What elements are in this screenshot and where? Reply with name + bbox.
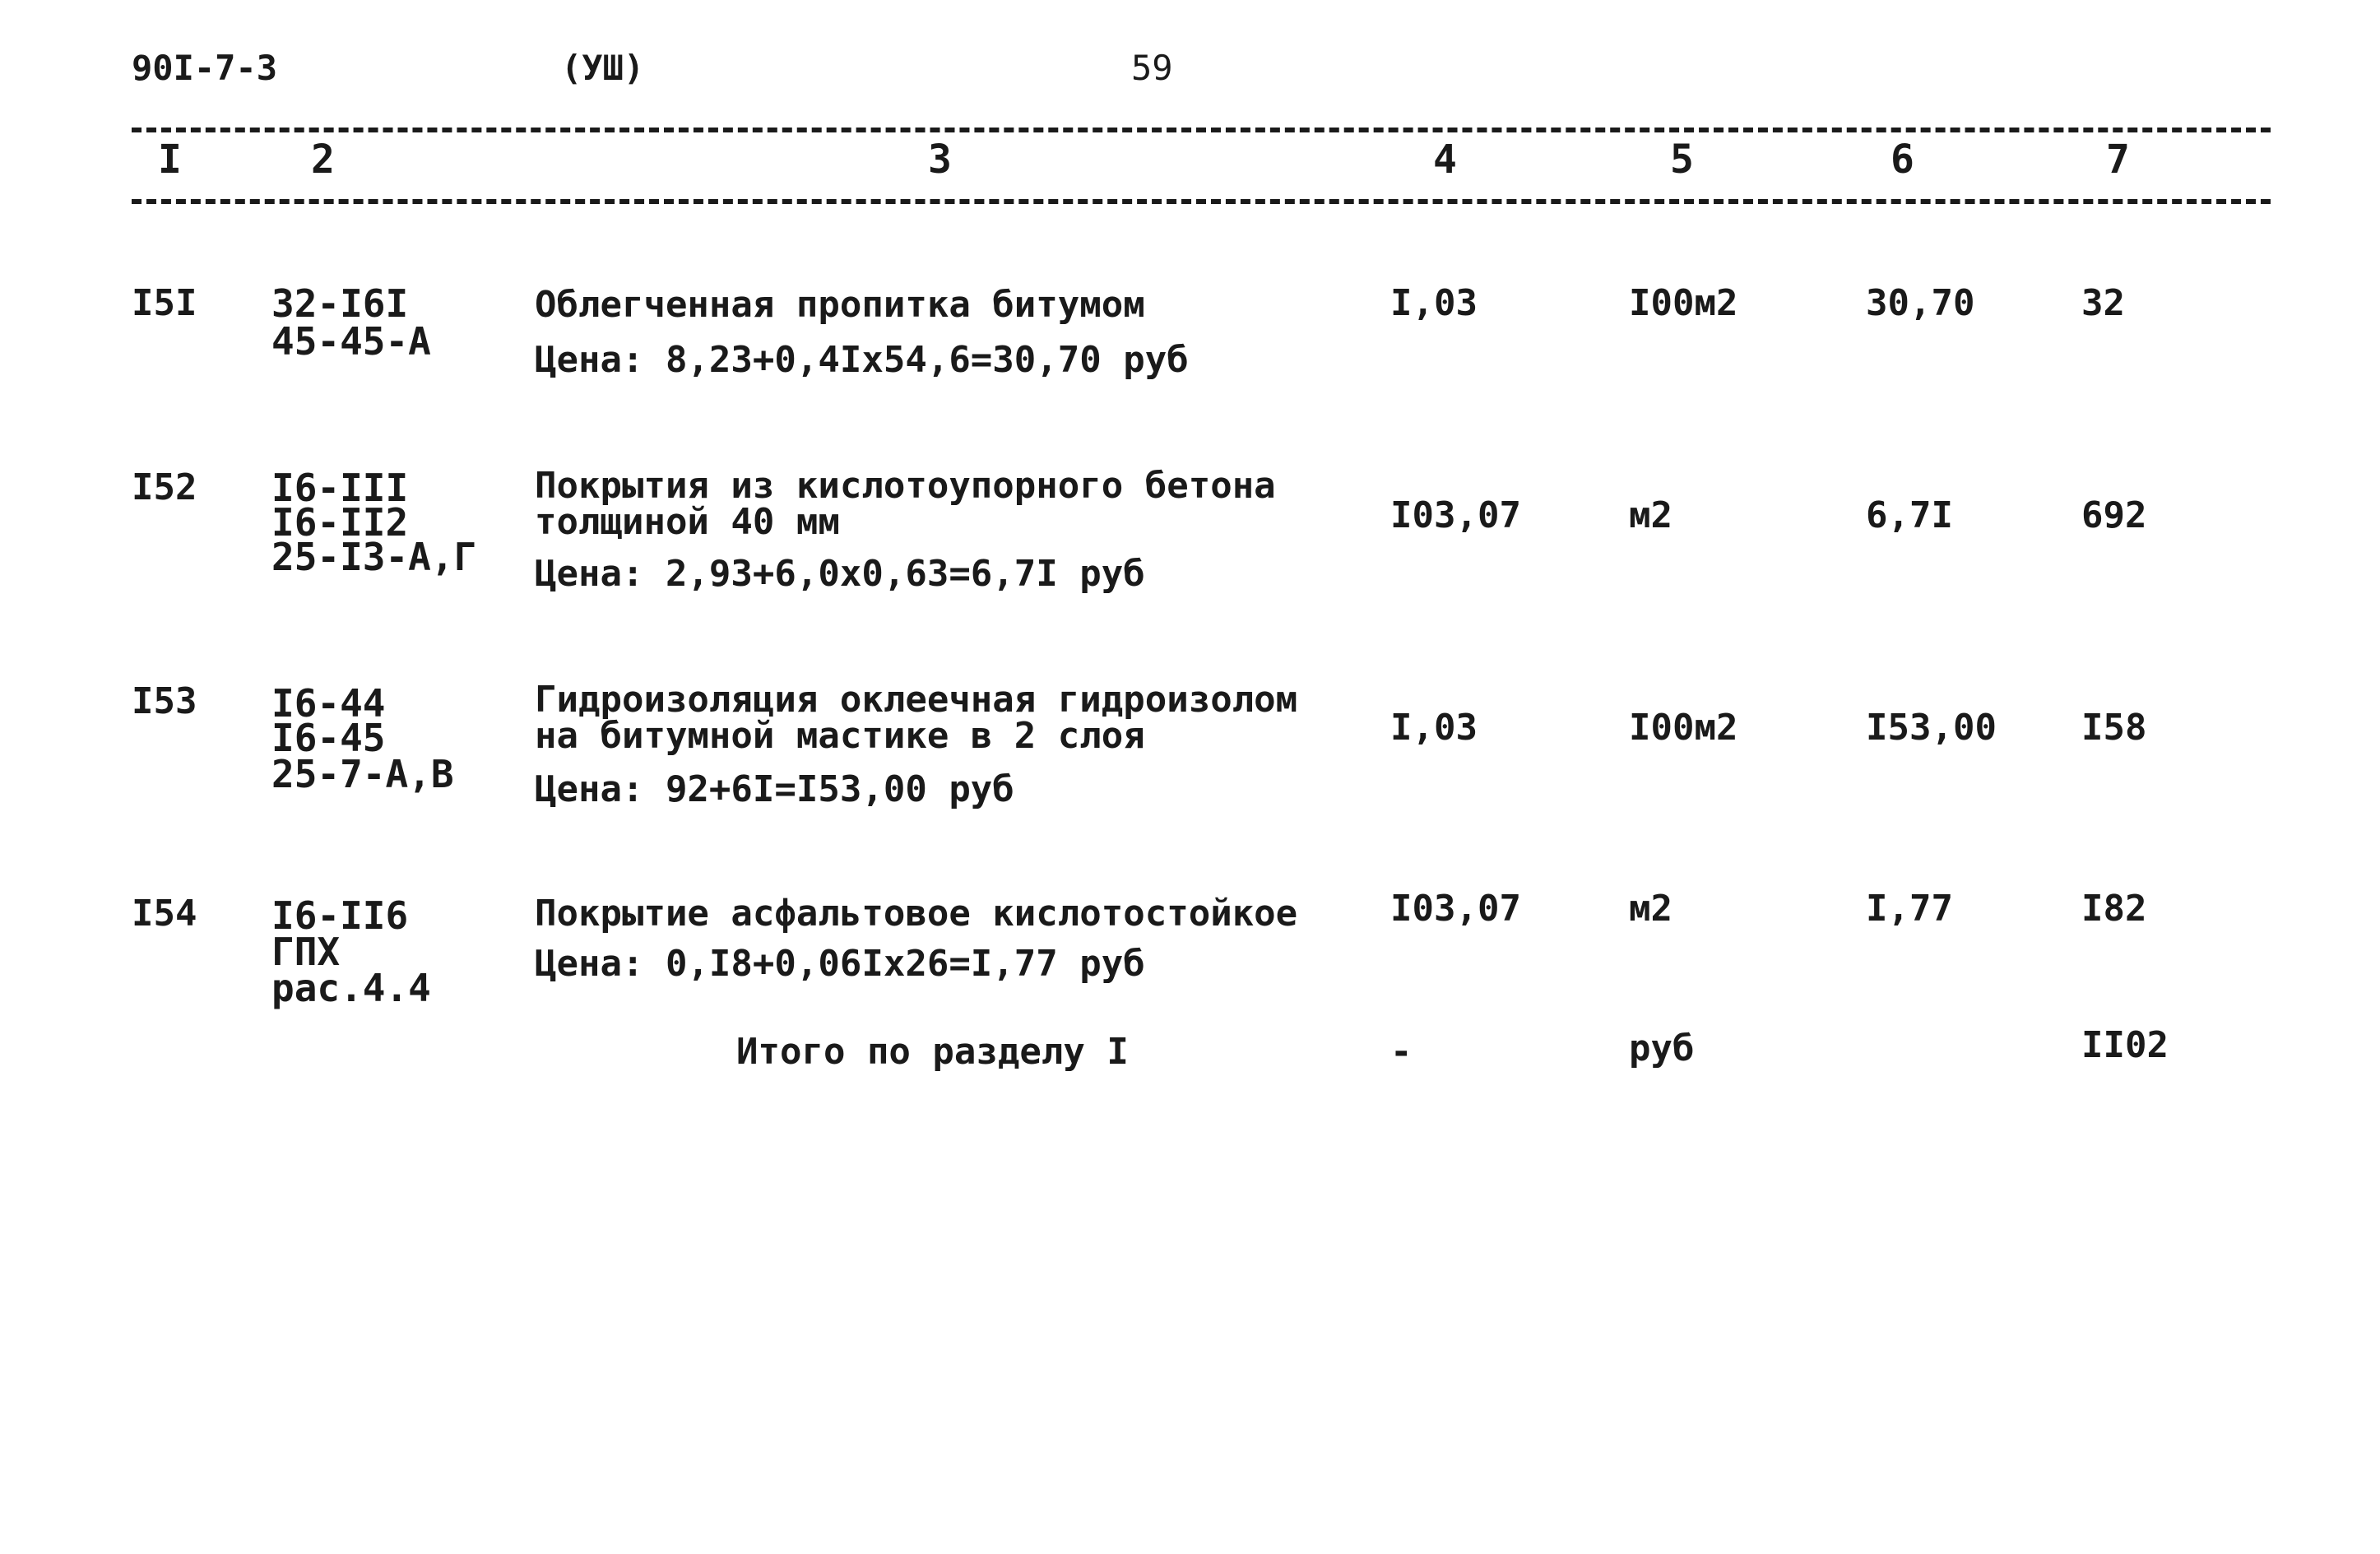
work-description: Гидроизоляция оклеечная гидроизолом <box>535 679 1298 721</box>
column-number-4: 4 <box>1433 137 1457 183</box>
unit-rate: I,77 <box>1866 888 1953 930</box>
unit: м2 <box>1629 888 1672 930</box>
header-bottom-rule <box>132 199 2271 204</box>
column-number-6: 6 <box>1891 137 1914 183</box>
norm-code: 25-I3-А,Г <box>271 535 477 579</box>
work-description: Покрытия из кислотоупорного бетона <box>535 465 1276 507</box>
unit-rate: 6,7I <box>1866 494 1953 536</box>
quantity: I,03 <box>1390 282 1478 324</box>
norm-code: рас.4.4 <box>271 966 431 1010</box>
row-total: I82 <box>2081 888 2147 930</box>
norm-code: I6-III <box>271 466 409 510</box>
quantity: I03,07 <box>1390 888 1521 930</box>
row-total: 692 <box>2081 494 2147 536</box>
column-number-5: 5 <box>1670 137 1694 183</box>
norm-code: ГПХ <box>271 930 341 974</box>
page-number: 59 <box>1131 48 1173 88</box>
quantity: I03,07 <box>1390 494 1521 536</box>
norm-code: 25-7-А,В <box>271 752 454 796</box>
row-number: I54 <box>132 893 197 935</box>
row-total: 32 <box>2081 282 2125 324</box>
summary-unit: руб <box>1629 1027 1695 1069</box>
price-formula: Цена: 92+6I=I53,00 руб <box>535 768 1014 810</box>
unit: I00м2 <box>1629 282 1738 324</box>
column-number-2: 2 <box>311 137 335 183</box>
column-number-1: I <box>158 137 182 183</box>
section-label: (УШ) <box>561 48 645 88</box>
work-description: Покрытие асфальтовое кислотостойкое <box>535 893 1298 935</box>
work-description: толщиной 40 мм <box>535 501 840 543</box>
norm-code: I6-44 <box>271 681 386 726</box>
summary-quantity: - <box>1390 1031 1413 1073</box>
summary-total: II02 <box>2081 1024 2169 1066</box>
work-description: Облегченная пропитка битумом <box>535 284 1145 326</box>
unit-rate: 30,70 <box>1866 282 1975 324</box>
unit: I00м2 <box>1629 707 1738 749</box>
work-description: на битумной мастике в 2 слоя <box>535 715 1145 757</box>
doc-code: 90I-7-3 <box>132 48 278 88</box>
unit-rate: I53,00 <box>1866 707 1997 749</box>
norm-code: 45-45-А <box>271 319 431 364</box>
row-total: I58 <box>2081 707 2147 749</box>
norm-code: I6-II6 <box>271 893 409 938</box>
price-formula: Цена: 0,I8+0,06Iх26=I,77 руб <box>535 943 1145 985</box>
header-top-rule <box>132 128 2271 132</box>
norm-code: I6-45 <box>271 716 386 760</box>
column-number-7: 7 <box>2106 137 2130 183</box>
summary-label: Итого по разделу I <box>736 1031 1129 1073</box>
quantity: I,03 <box>1390 707 1478 749</box>
price-formula: Цена: 2,93+6,0х0,63=6,7I руб <box>535 553 1145 595</box>
price-formula: Цена: 8,23+0,4Iх54,6=30,70 руб <box>535 339 1189 381</box>
row-number: I52 <box>132 466 197 508</box>
norm-code: 32-I6I <box>271 281 409 326</box>
row-number: I5I <box>132 282 197 324</box>
norm-code: I6-II2 <box>271 500 409 545</box>
row-number: I53 <box>132 680 197 722</box>
unit: м2 <box>1629 494 1672 536</box>
column-number-3: 3 <box>928 137 952 183</box>
